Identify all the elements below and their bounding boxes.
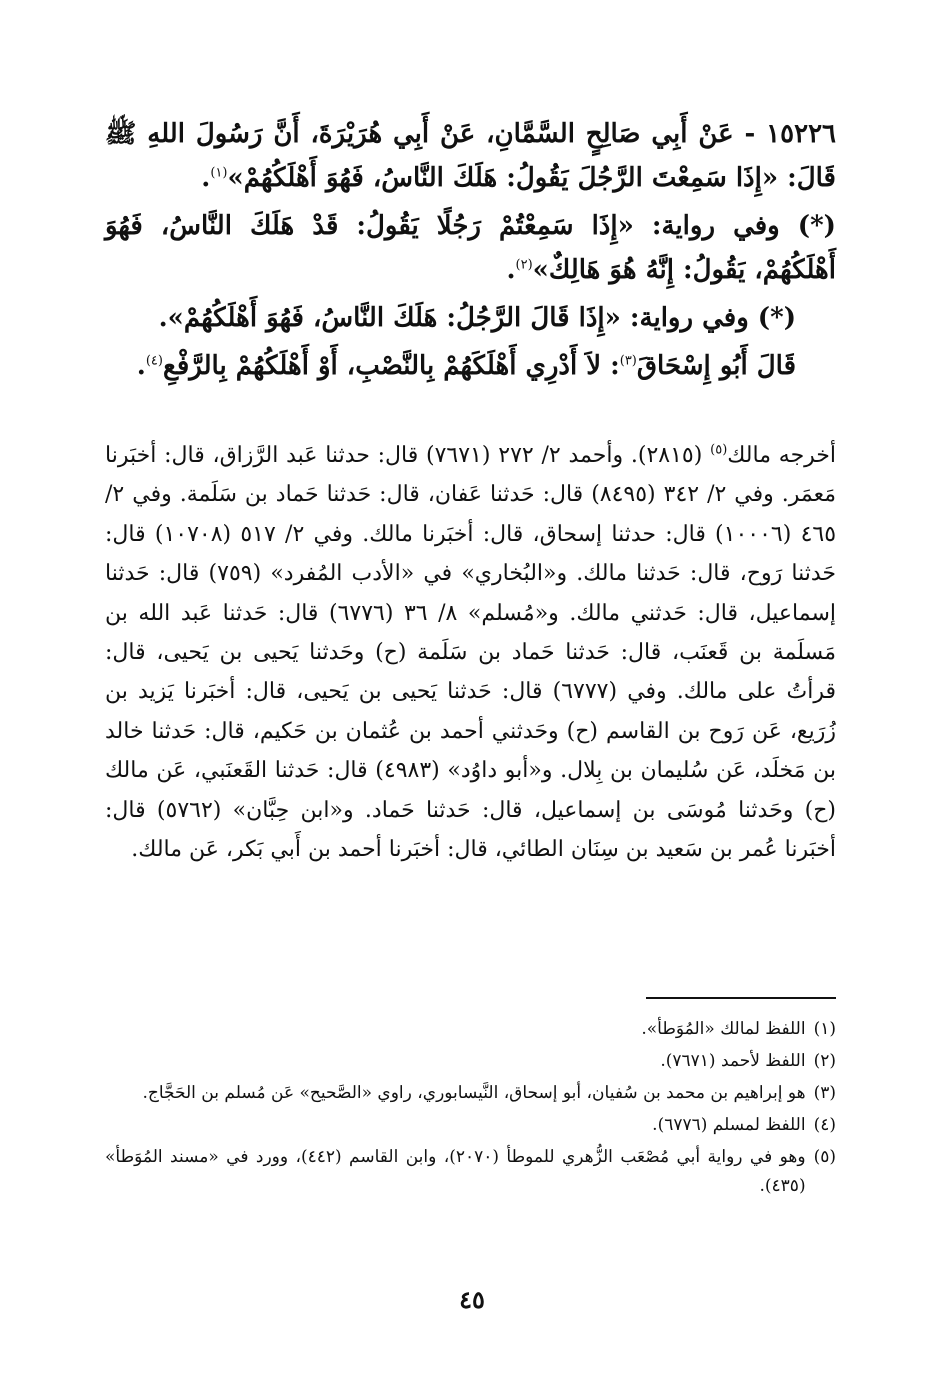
- takhrij-text: [105, 436, 836, 869]
- footnote-item: [105, 1079, 836, 1108]
- footnote-item: [105, 1143, 836, 1201]
- footnote-ref-3: (٣): [619, 353, 637, 369]
- hadith-variant-1-end: .: [506, 255, 516, 285]
- footnote-ref-2: (٢): [515, 257, 533, 273]
- abu-ishaq-end: .: [136, 351, 146, 381]
- footnote-text: اللفظ لأحمد (٧٦٧١).: [660, 1051, 806, 1071]
- footnote-item: [105, 1015, 836, 1044]
- footnote-number: (٤): [813, 1115, 836, 1135]
- footnote-number: (٣): [813, 1083, 836, 1103]
- footnote-number: (١): [813, 1019, 836, 1039]
- takhrij-paragraph: [105, 436, 836, 869]
- footnote-item: [105, 1047, 836, 1076]
- abu-ishaq-comment: [105, 344, 836, 388]
- footnote-text: هو إبراهيم بن محمد بن سُفيان، أبو إسحاق، النَّيسابوري، راوي «الصَّحيح» عَن مُسلم بن الحَجَّاج.: [142, 1083, 806, 1103]
- abu-ishaq-text: : لاَ أَدْرِي أَهْلَكَهُمْ بِالنَّصْبِ، أَوْ أَهْلَكُهُمْ بِالرَّفْعِ: [162, 351, 620, 381]
- hadith-variant-1: [105, 204, 836, 292]
- footnote-ref-5: (٥): [710, 442, 728, 458]
- footnote-text: اللفظ لمسلم (٦٧٧٦).: [652, 1115, 806, 1135]
- hadith-main-end: .: [201, 163, 211, 193]
- footnote-divider: [646, 997, 836, 999]
- footnotes: [105, 1015, 836, 1204]
- footnote-number: (٥): [813, 1147, 836, 1167]
- footnote-ref-4: (٤): [145, 353, 163, 369]
- footnote-number: (٢): [813, 1051, 836, 1071]
- footnote-ref-1: (١): [210, 165, 228, 181]
- takhrij-body: (٢٨١٥). وأحمد ٢/ ٢٧٢ (٧٦٧١) قال: حدثنا عَبد الرَّزاق، قال: أخبَرنا مَعمَر. وفي ٢/ ٣٤٢ (٨٤٩٥) قال: حَدثنا عَفان، قال: حَدثنا حَماد بن سَلَمة. وفي ٢/ ٤٦٥ (١٠٠٠٦) قال: حدثنا إسحاق، قال: أخبَرنا مالك. وفي ٢/ ٥١٧ (١٠٧٠٨) قال: حَدثنا رَوح، قال: حَدثنا مالك. و«البُخاري» في «الأدب المُفرد» (٧٥٩) قال: حَدثنا إسماعيل، قال: حَدثني مالك. و«مُسلم» ٨/ ٣٦ (٦٧٧٦) قال: حَدثنا عَبد الله بن مَسلَمة بن قَعنَب، قال: حَدثنا حَماد بن سَلَمة (ح) وحَدثنا يَحيى بن يَحيى، قال: قرأتُ على مالك. وفي (٦٧٧٧) قال: حَدثنا يَحيى بن يَحيى، قال: أخبَرنا يَزيد بن زُرَيع، عَن رَوح بن القاسم (ح) وحَدثني أحمد بن عُثمان بن حَكيم، قال: حَدثنا خالد بن مَخلَد، عَن سُليمان بن بِلال. و«أبو داوُد» (٤٩٨٣) قال: حَدثنا القَعنَبي، عَن مالك (ح) وحَدثنا مُوسَى بن إسماعيل، قال: حَدثنا حَماد. و«ابن حِبَّان» (٥٧٦٢) قال: أخبَرنا عُمر بن سَعيد بن سِنَان الطائي، قال: أخبَرنا أحمد بن أَبي بَكر، عَن مالك.: [105, 443, 837, 863]
- footnote-text: وهو في رواية أبي مُصْعَب الزُّهري للموطأ (٢٠٧٠)، وابن القاسم (٤٤٢)، وورد في «مسند المُوَطأ» (٤٣٥).: [105, 1147, 806, 1196]
- hadith-text: [105, 112, 836, 392]
- hadith-variant-2: (*) وفي رواية: «إِذَا قَالَ الرَّجُلُ: هَلَكَ النَّاسُ، فَهُوَ أَهْلَكُهُمْ».: [158, 303, 796, 333]
- hadith-variant-1-text: (*) وفي رواية: «إِذَا سَمِعْتُمْ رَجُلًا يَقُولُ: قَدْ هَلَكَ النَّاسُ، فَهُوَ أَهْلَكُهُمْ، يَقُولُ: إِنَّهُ هُوَ هَالِكٌ»: [105, 211, 836, 285]
- hadith-main: [105, 112, 836, 200]
- hadith-main-text: ١٥٢٢٦ - عَنْ أَبِي صَالِحٍ السَّمَّانِ، عَنْ أَبِي هُرَيْرَةَ، أَنَّ رَسُولَ اللهِ ﷺ قَالَ: «إِذَا سَمِعْتَ الرَّجُلَ يَقُولُ: هَلَكَ النَّاسُ، فَهُوَ أَهْلَكُهُمْ»: [105, 119, 836, 193]
- abu-ishaq-label: قَالَ أَبُو إِسْحَاقَ: [636, 351, 796, 381]
- page-number: ٤٥: [459, 1285, 485, 1314]
- takhrij-start: أخرجه مالك: [727, 443, 837, 468]
- footnote-text: اللفظ لمالك «المُوَطأ».: [641, 1019, 806, 1039]
- footnote-item: [105, 1111, 836, 1140]
